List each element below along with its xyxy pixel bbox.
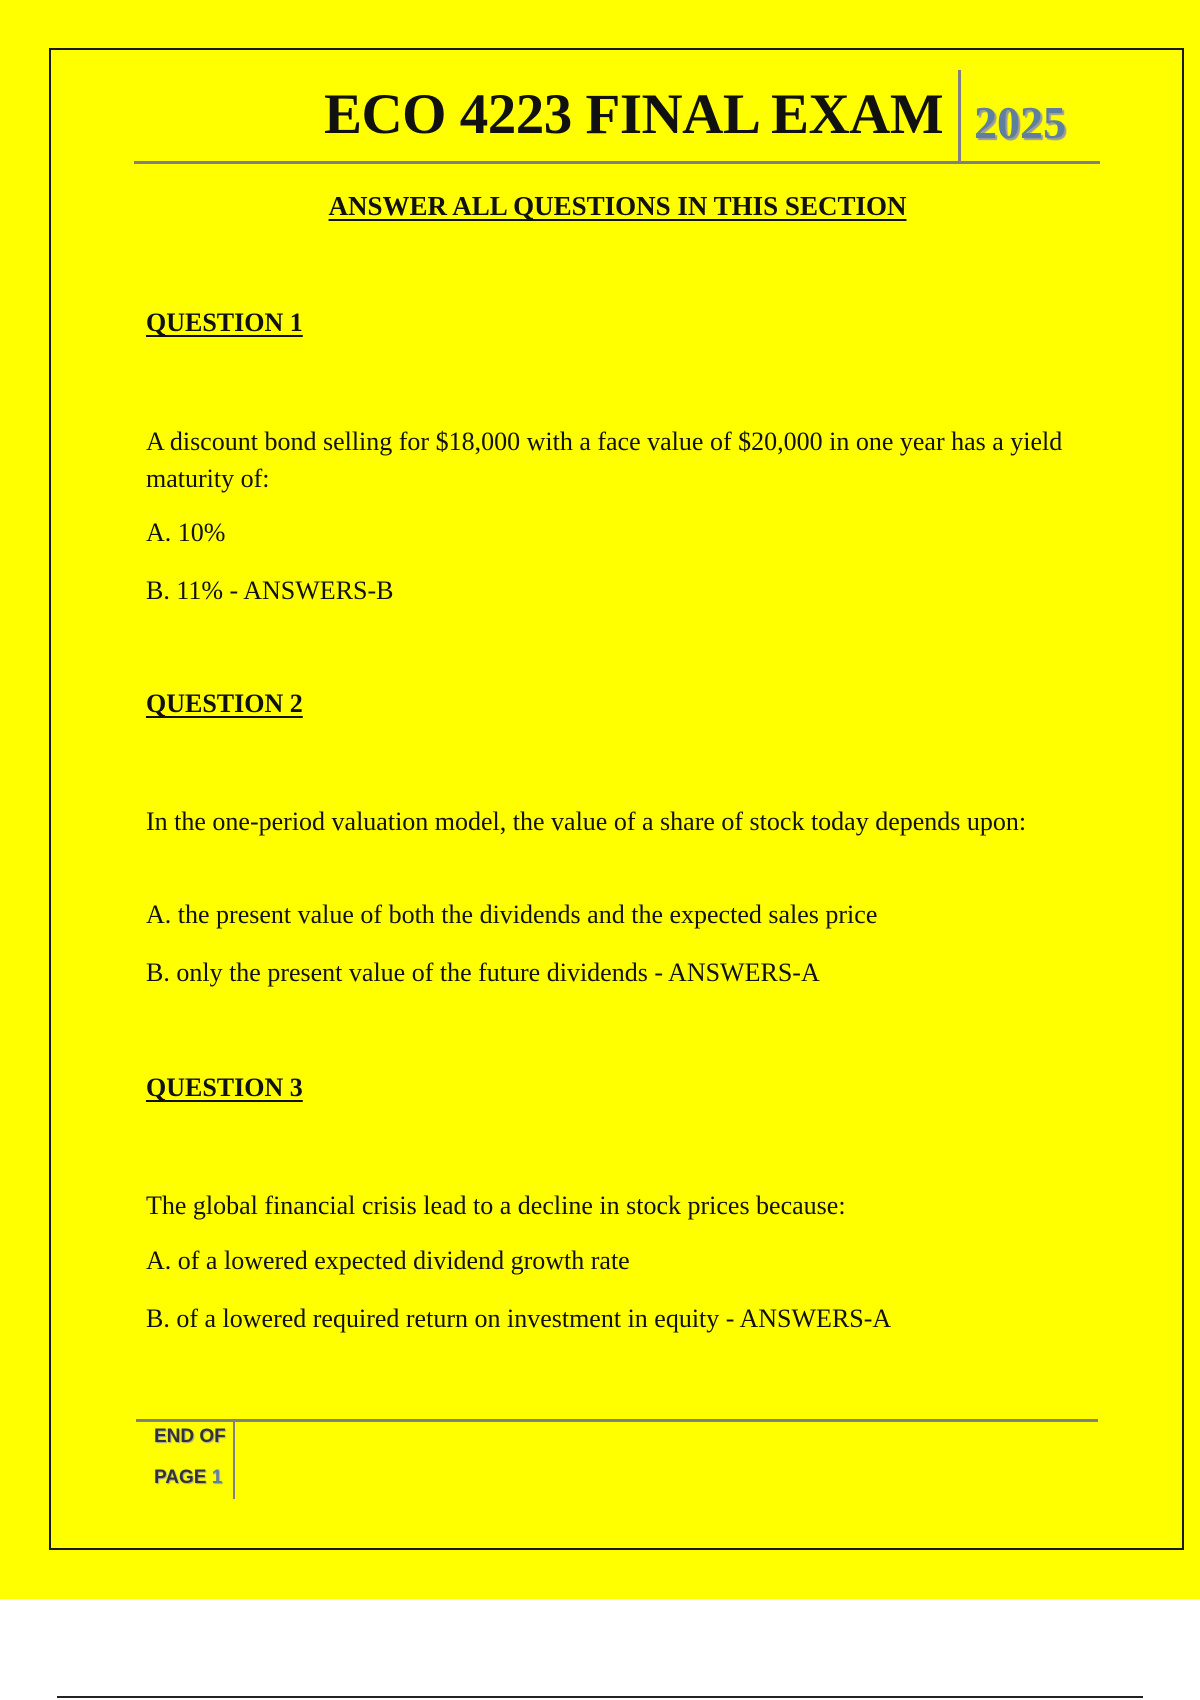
question-2-option-b: B. only the present value of the future dividends - ANSWERS-A [146, 958, 820, 987]
footer-page-number: 1 [211, 1467, 223, 1488]
question-2-text: In the one-period valuation model, the value of a share of stock today depends upon: [146, 807, 1027, 836]
bottom-page-rule [57, 1696, 1143, 1698]
question-2-heading: QUESTION 2 [146, 689, 303, 718]
question-3-heading: QUESTION 3 [146, 1073, 303, 1102]
title-bar [134, 70, 1100, 164]
question-1-option-b: B. 11% - ANSWERS-B [146, 576, 394, 605]
footer-divider [233, 1422, 235, 1499]
exam-year: 2025 [974, 97, 1066, 148]
section-instruction: ANSWER ALL QUESTIONS IN THIS SECTION [328, 191, 907, 221]
question-1-heading: QUESTION 1 [146, 308, 303, 337]
exam-title: ECO 4223 FINAL EXAM [324, 83, 944, 146]
question-3-option-b: B. of a lowered required return on investment in equity - ANSWERS-A [146, 1304, 892, 1333]
question-3-text: The global financial crisis lead to a decline in stock prices because: [146, 1191, 846, 1220]
footer-page-word: PAGE [154, 1467, 207, 1488]
title-divider [958, 70, 961, 161]
question-1-text: A discount bond selling for $18,000 with a face value of $20,000 in one year has a yield maturity of: [146, 427, 1063, 493]
question-3-option-a: A. of a lowered expected dividend growth rate [146, 1246, 630, 1275]
footer-end-of: END OF [154, 1426, 226, 1447]
question-2-option-a: A. the present value of both the dividends and the expected sales price [146, 900, 878, 929]
footer-rule [136, 1419, 1098, 1422]
question-1-option-a: A. 10% [146, 518, 226, 547]
footer-page-label [154, 1467, 222, 1489]
